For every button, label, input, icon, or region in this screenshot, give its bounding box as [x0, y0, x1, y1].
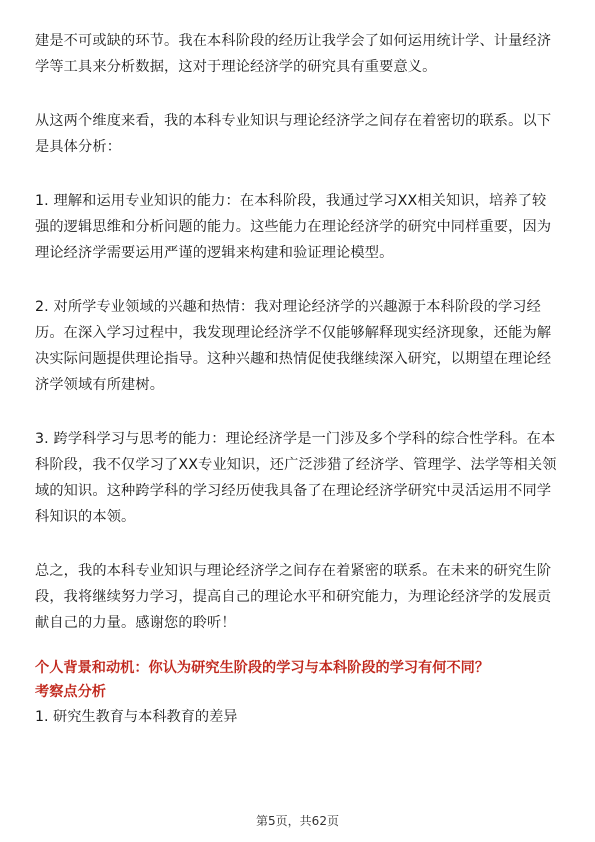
paragraph-point-3: 3. 跨学科学习与思考的能力：理论经济学是一门涉及多个学科的综合性学科。在本科阶段，我不仅学习了XX专业知识，还广泛涉猎了经济学、管理学、法学等相关领域的知识。这种跨学科的学习经历使我具备了在理论经济学研究中灵活运用不同学科知识的本领。 [35, 431, 557, 525]
paragraph-point-2: 2. 对所学专业领域的兴趣和热情：我对理论经济学的兴趣源于本科阶段的学习经历。在深入学习过程中，我发现理论经济学不仅能够解释现实经济现象，还能为解决实际问题提供理论指导。这种兴趣和热情促使我继续深入研究，以期望在理论经济学领域有所建树。 [35, 299, 552, 393]
paragraph-point-1: 1. 理解和运用专业知识的能力：在本科阶段，我通过学习XX相关知识，培养了较强的逻辑思维和分析问题的能力。这些能力在理论经济学的研究中同样重要，因为理论经济学需要运用严谨的逻辑来构建和验证理论模型。 [35, 193, 552, 261]
paragraph-conclusion: 总之，我的本科专业知识与理论经济学之间存在着紧密的联系。在未来的研究生阶段，我将继续努力学习，提高自己的理论水平和研究能力，为理论经济学的发展贡献自己的力量。感谢您的聆听！ [35, 563, 552, 631]
page-footer: 第5页，共62页 [256, 814, 339, 828]
analysis-point: 1. 研究生教育与本科教育的差异 [35, 709, 238, 725]
analysis-heading: 考察点分析 [35, 684, 106, 700]
question-heading: 个人背景和动机：你认为研究生阶段的学习与本科阶段的学习有何不同？ [35, 660, 490, 676]
paragraph-intro: 建是不可或缺的环节。我在本科阶段的经历让我学会了如何运用统计学、计量经济学等工具来分析数据，这对于理论经济学的研究具有重要意义。 [35, 33, 552, 75]
document-page [35, 28, 560, 730]
paragraph-summary-dimensions: 从这两个维度来看，我的本科专业知识与理论经济学之间存在着密切的联系。以下是具体分析： [35, 113, 552, 155]
